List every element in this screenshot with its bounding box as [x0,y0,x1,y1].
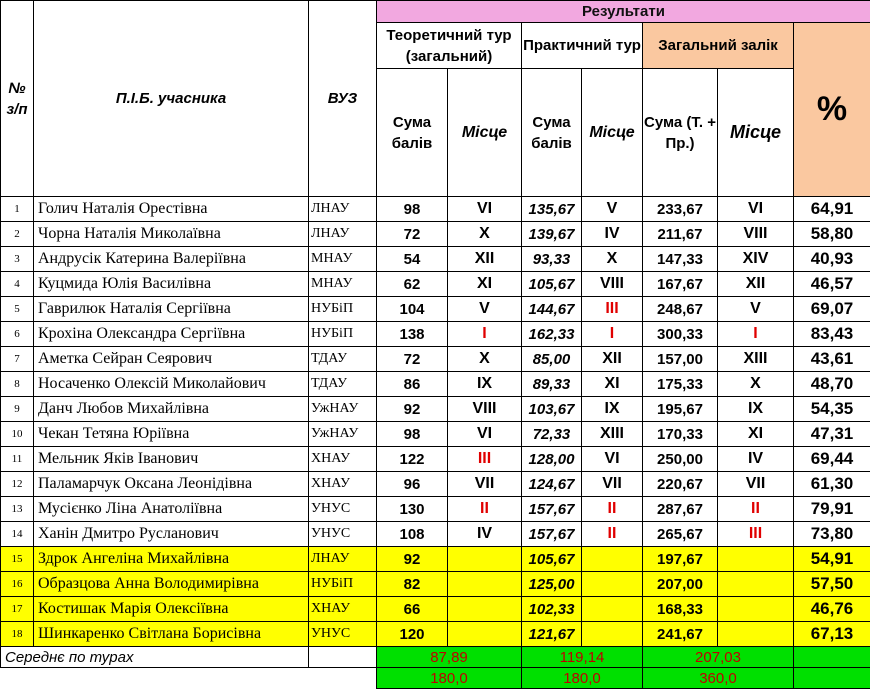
row-uni: ХНАУ [309,447,377,472]
row-practice-place: II [582,522,643,547]
row-theory-sum: 92 [377,547,448,572]
row-uni: УНУС [309,522,377,547]
row-uni: ЛНАУ [309,222,377,247]
row-theory-sum: 66 [377,597,448,622]
row-total-sum: 241,67 [643,622,718,647]
row-uni: МНАУ [309,247,377,272]
table-row [1,297,870,322]
row-num: 2 [1,222,34,247]
row-name: Образцова Анна Володимирівна [34,572,309,597]
row-theory-place [448,572,522,597]
row-theory-sum: 104 [377,297,448,322]
row-percent: 57,50 [794,572,870,597]
row-uni: ЛНАУ [309,197,377,222]
header-total-sum: Сума (Т. + Пр.) [643,69,718,197]
header-name: П.І.Б. учасника [34,1,309,197]
row-num: 13 [1,497,34,522]
table-row [1,197,870,222]
row-practice-sum: 72,33 [522,422,582,447]
row-percent: 47,31 [794,422,870,447]
row-percent: 69,44 [794,447,870,472]
header-theory: Теоретичний тур (загальний) [377,23,522,69]
row-name: Андрусік Катерина Валеріївна [34,247,309,272]
row-theory-sum: 122 [377,447,448,472]
row-num: 12 [1,472,34,497]
row-theory-place: XI [448,272,522,297]
table-row [1,222,870,247]
row-percent: 54,35 [794,397,870,422]
row-theory-sum: 130 [377,497,448,522]
row-name: Мусієнко Ліна Анатоліївна [34,497,309,522]
row-name: Куцмида Юлія Василівна [34,272,309,297]
row-num: 7 [1,347,34,372]
row-theory-sum: 92 [377,397,448,422]
row-theory-place: VII [448,472,522,497]
row-practice-sum: 105,67 [522,547,582,572]
row-practice-sum: 157,67 [522,522,582,547]
row-total-place: IV [718,447,794,472]
avg-percent [794,647,870,668]
header-total-place: Місце [718,69,794,197]
row-uni: УжНАУ [309,422,377,447]
header-results: Результати [377,1,870,23]
row-total-place [718,572,794,597]
row-theory-sum: 96 [377,472,448,497]
table-row [1,497,870,522]
row-practice-sum: 135,67 [522,197,582,222]
row-percent: 40,93 [794,247,870,272]
row-percent: 83,43 [794,322,870,347]
row-theory-place: VI [448,422,522,447]
row-uni: МНАУ [309,272,377,297]
row-total-place: V [718,297,794,322]
row-num: 14 [1,522,34,547]
row-practice-place: X [582,247,643,272]
header-num: № з/п [1,1,34,197]
row-practice-place: VIII [582,272,643,297]
row-uni: ЛНАУ [309,547,377,572]
header-percent: % [794,23,870,197]
table-row [1,547,870,572]
row-num: 9 [1,397,34,422]
row-total-place [718,622,794,647]
row-percent: 67,13 [794,622,870,647]
row-practice-place: XIII [582,422,643,447]
row-uni: УНУС [309,622,377,647]
row-total-sum: 211,67 [643,222,718,247]
row-uni: НУБіП [309,322,377,347]
row-theory-sum: 62 [377,272,448,297]
row-practice-place: III [582,297,643,322]
table-row [1,597,870,622]
max-spacer [1,668,377,689]
row-num: 8 [1,372,34,397]
row-theory-sum: 108 [377,522,448,547]
row-practice-place: II [582,497,643,522]
row-name: Шинкаренко Світлана Борисівна [34,622,309,647]
row-percent: 79,91 [794,497,870,522]
row-percent: 73,80 [794,522,870,547]
row-practice-place: V [582,197,643,222]
row-num: 5 [1,297,34,322]
row-total-place [718,547,794,572]
row-uni: ХНАУ [309,597,377,622]
row-theory-place: X [448,222,522,247]
row-name: Паламарчук Оксана Леонідівна [34,472,309,497]
avg-label: Середнє по турах [1,647,309,668]
row-percent: 58,80 [794,222,870,247]
row-percent: 43,61 [794,347,870,372]
row-uni: ТДАУ [309,372,377,397]
row-theory-sum: 82 [377,572,448,597]
row-percent: 61,30 [794,472,870,497]
row-percent: 48,70 [794,372,870,397]
row-practice-sum: 139,67 [522,222,582,247]
row-num: 15 [1,547,34,572]
row-practice-sum: 103,67 [522,397,582,422]
table-row [1,572,870,597]
row-name: Гаврилюк Наталія Сергіївна [34,297,309,322]
table-row [1,272,870,297]
row-practice-sum: 162,33 [522,322,582,347]
row-num: 17 [1,597,34,622]
row-practice-sum: 85,00 [522,347,582,372]
row-total-sum: 287,67 [643,497,718,522]
row-theory-sum: 98 [377,422,448,447]
row-practice-place [582,597,643,622]
row-total-place: XIII [718,347,794,372]
row-practice-sum: 89,33 [522,372,582,397]
row-theory-place: V [448,297,522,322]
table-row [1,522,870,547]
max-practice: 180,0 [522,668,643,689]
row-name: Голич Наталія Орестівна [34,197,309,222]
row-practice-sum: 157,67 [522,497,582,522]
row-theory-sum: 98 [377,197,448,222]
row-total-place: X [718,372,794,397]
table-row [1,422,870,447]
row-total-sum: 233,67 [643,197,718,222]
header-theory-place: Місце [448,69,522,197]
row-theory-place: III [448,447,522,472]
row-practice-place: VI [582,447,643,472]
row-total-sum: 300,33 [643,322,718,347]
row-name: Костишак Марія Олексіївна [34,597,309,622]
row-num: 18 [1,622,34,647]
row-total-place: XI [718,422,794,447]
header-total: Загальний залік [643,23,794,69]
row-name: Чорна Наталія Миколаївна [34,222,309,247]
row-percent: 54,91 [794,547,870,572]
row-name: Чекан Тетяна Юріївна [34,422,309,447]
row-theory-place: VI [448,197,522,222]
row-total-sum: 265,67 [643,522,718,547]
table-body [1,197,870,647]
row-name: Крохіна Олександра Сергіївна [34,322,309,347]
row-num: 4 [1,272,34,297]
row-total-place: I [718,322,794,347]
row-theory-place: I [448,322,522,347]
max-theory: 180,0 [377,668,522,689]
row-percent: 46,57 [794,272,870,297]
row-practice-place [582,572,643,597]
row-total-sum: 157,00 [643,347,718,372]
row-practice-place [582,622,643,647]
row-total-sum: 168,33 [643,597,718,622]
row-total-sum: 250,00 [643,447,718,472]
row-total-sum: 175,33 [643,372,718,397]
row-practice-sum: 124,67 [522,472,582,497]
row-theory-place: IX [448,372,522,397]
row-total-sum: 147,33 [643,247,718,272]
row-practice-place: XI [582,372,643,397]
row-total-sum: 170,33 [643,422,718,447]
max-percent [794,668,870,689]
row-uni: НУБіП [309,297,377,322]
row-theory-place: VIII [448,397,522,422]
row-name: Мельник Яків Іванович [34,447,309,472]
row-theory-place: IV [448,522,522,547]
row-theory-place: X [448,347,522,372]
row-total-sum: 220,67 [643,472,718,497]
row-name: Ханін Дмитро Русланович [34,522,309,547]
row-uni: УНУС [309,497,377,522]
row-theory-sum: 72 [377,347,448,372]
row-total-sum: 195,67 [643,397,718,422]
row-percent: 64,91 [794,197,870,222]
row-name: Здрок Ангеліна Михайлівна [34,547,309,572]
row-theory-place: II [448,497,522,522]
header-practice: Практичний тур [522,23,643,69]
row-practice-place: IV [582,222,643,247]
row-total-place: VII [718,472,794,497]
row-total-sum: 207,00 [643,572,718,597]
header-theory-sum: Сума балів [377,69,448,197]
table-row [1,372,870,397]
table-row [1,447,870,472]
row-theory-place [448,622,522,647]
row-theory-place: XII [448,247,522,272]
row-total-place: III [718,522,794,547]
row-practice-sum: 125,00 [522,572,582,597]
row-num: 3 [1,247,34,272]
avg-total: 207,03 [643,647,794,668]
row-theory-sum: 120 [377,622,448,647]
row-total-sum: 248,67 [643,297,718,322]
row-num: 11 [1,447,34,472]
table-row [1,622,870,647]
row-num: 1 [1,197,34,222]
avg-practice: 119,14 [522,647,643,668]
row-practice-sum: 93,33 [522,247,582,272]
row-percent: 46,76 [794,597,870,622]
row-total-sum: 167,67 [643,272,718,297]
row-theory-sum: 138 [377,322,448,347]
row-theory-sum: 72 [377,222,448,247]
row-practice-place: I [582,322,643,347]
row-practice-sum: 105,67 [522,272,582,297]
row-total-place [718,597,794,622]
row-uni: УжНАУ [309,397,377,422]
table-row [1,397,870,422]
row-theory-place [448,547,522,572]
row-practice-sum: 128,00 [522,447,582,472]
row-practice-sum: 121,67 [522,622,582,647]
max-total: 360,0 [643,668,794,689]
row-total-place: XIV [718,247,794,272]
row-total-place: VI [718,197,794,222]
row-total-place: II [718,497,794,522]
table-row [1,347,870,372]
row-uni: ХНАУ [309,472,377,497]
row-theory-sum: 54 [377,247,448,272]
row-practice-place: XII [582,347,643,372]
header-practice-sum: Сума балів [522,69,582,197]
row-practice-place: VII [582,472,643,497]
row-name: Аметка Сейран Сеярович [34,347,309,372]
row-uni: ТДАУ [309,347,377,372]
row-name: Носаченко Олексій Миколайович [34,372,309,397]
row-num: 6 [1,322,34,347]
avg-empty [309,647,377,668]
row-num: 10 [1,422,34,447]
row-theory-place [448,597,522,622]
table-row [1,247,870,272]
row-total-place: IX [718,397,794,422]
header-practice-place: Місце [582,69,643,197]
row-total-place: XII [718,272,794,297]
row-name: Данч Любов Михайлівна [34,397,309,422]
row-practice-place [582,547,643,572]
header-uni: ВУЗ [309,1,377,197]
row-practice-sum: 144,67 [522,297,582,322]
table-row [1,322,870,347]
row-practice-place: IX [582,397,643,422]
table-row [1,472,870,497]
row-num: 16 [1,572,34,597]
row-theory-sum: 86 [377,372,448,397]
row-total-place: VIII [718,222,794,247]
avg-theory: 87,89 [377,647,522,668]
row-percent: 69,07 [794,297,870,322]
row-total-sum: 197,67 [643,547,718,572]
row-practice-sum: 102,33 [522,597,582,622]
row-uni: НУБіП [309,572,377,597]
